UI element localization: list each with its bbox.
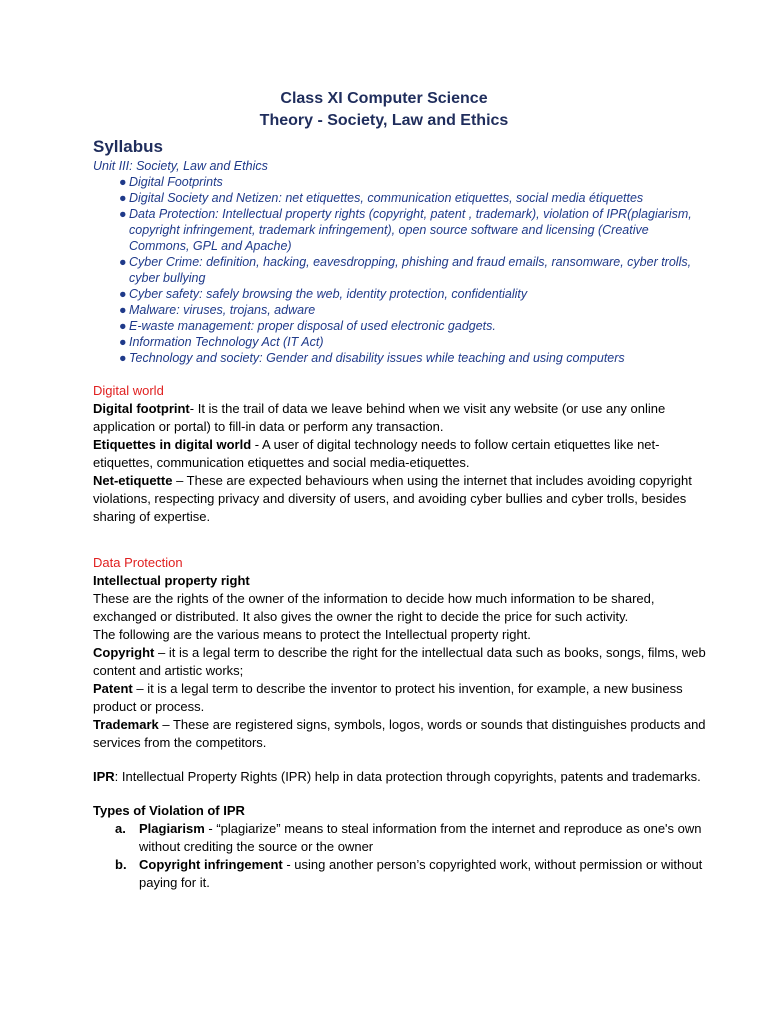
bullet-icon: ●	[119, 207, 127, 221]
syllabus-item: ● Technology and society: Gender and disability issues while teaching and using computers	[119, 351, 625, 365]
bullet-icon: ●	[119, 319, 127, 333]
ipr-paragraph: These are the rights of the owner of the information to decide how much information to be shared, exchanged or distributed. It also gives the owner the right to decide the price for such activity.	[93, 591, 655, 624]
patent-definition: Patent – it is a legal term to describe the inventor to protect his invention, for example, a new business product or process.	[93, 681, 683, 714]
term-label: IPR	[93, 769, 115, 784]
term-label: Digital footprint	[93, 401, 190, 416]
syllabus-item: ● Cyber Crime: definition, hacking, eavesdropping, phishing and fraud emails, ransomware, cyber trolls, cyber bullying	[119, 255, 692, 285]
term-label: Copyright infringement	[139, 857, 283, 872]
term-label: Copyright	[93, 645, 155, 660]
etiquettes-definition: Etiquettes in digital world - A user of digital technology needs to follow certain etiquettes like net-etiquettes, communication etiquettes and social media-etiquettes.	[93, 437, 660, 470]
net-etiquette-definition: Net-etiquette – These are expected behaviours when using the internet that includes avoiding copyright violations, respecting privacy and diversity of users, and avoiding cyber bullies and cyber trolls, besides sharing of expertise.	[93, 473, 692, 524]
list-item: b. Copyright infringement - using another person’s copyrighted work, without permission or without paying for it.	[115, 857, 703, 890]
syllabus-item: ● Data Protection: Intellectual property rights (copyright, patent , trademark), violation of IPR(plagiarism, copyright infringement, trademark infringement), open source software and licensing (Creative Commons, GPL and Apache)	[119, 207, 692, 253]
ipr-definition: IPR: Intellectual Property Rights (IPR) help in data protection through copyrights, patents and trademarks.	[93, 769, 701, 784]
syllabus-item: ● Cyber safety: safely browsing the web, identity protection, confidentiality	[119, 287, 528, 301]
violation-list	[93, 820, 708, 892]
syllabus-heading: Syllabus	[93, 137, 163, 156]
list-item: a. Plagiarism - “plagiarize” means to steal information from the internet and reproduce as one's own without crediting the source or the owner	[115, 821, 702, 854]
list-marker: a.	[115, 821, 126, 836]
copyright-definition: Copyright – it is a legal term to describe the right for the intellectual data such as books, songs, films, web content and artistic works;	[93, 645, 706, 678]
syllabus-list	[93, 174, 708, 366]
violation-heading: Types of Violation of IPR	[93, 803, 245, 818]
list-marker: b.	[115, 857, 127, 872]
syllabus-item: ● Malware: viruses, trojans, adware	[119, 303, 316, 317]
term-label: Plagiarism	[139, 821, 205, 836]
bullet-icon: ●	[119, 303, 127, 317]
trademark-definition: Trademark – These are registered signs, symbols, logos, words or sounds that distinguishes products and services from the competitors.	[93, 717, 706, 750]
bullet-icon: ●	[119, 335, 127, 349]
ipr-heading: Intellectual property right	[93, 573, 250, 588]
syllabus-item: ● Information Technology Act (IT Act)	[119, 335, 324, 349]
term-label: Etiquettes in digital world	[93, 437, 252, 452]
syllabus-item: ● Digital Society and Netizen: net etiquettes, communication etiquettes, social media étiquettes	[119, 191, 644, 205]
bullet-icon: ●	[119, 287, 127, 301]
means-paragraph: The following are the various means to protect the Intellectual property right.	[93, 627, 531, 642]
bullet-icon: ●	[119, 351, 127, 365]
bullet-icon: ●	[119, 255, 127, 269]
document-subtitle: Theory - Society, Law and Ethics	[259, 112, 509, 129]
term-label: Trademark	[93, 717, 159, 732]
digital-world-heading: Digital world	[93, 383, 164, 398]
bullet-icon: ●	[119, 191, 127, 205]
data-protection-heading: Data Protection	[93, 555, 183, 570]
syllabus-item: ● E-waste management: proper disposal of used electronic gadgets.	[119, 319, 496, 333]
syllabus-item: ● Digital Footprints	[119, 175, 223, 189]
document-title: Class XI Computer Science	[280, 90, 488, 107]
bullet-icon: ●	[119, 175, 127, 189]
unit-title: Unit III: Society, Law and Ethics	[93, 159, 268, 173]
digital-footprint-definition: Digital footprint- It is the trail of data we leave behind when we visit any website (or use any online application or portal) to fill-in data or perform any transaction.	[93, 401, 666, 434]
term-label: Patent	[93, 681, 133, 696]
term-label: Net-etiquette	[93, 473, 173, 488]
